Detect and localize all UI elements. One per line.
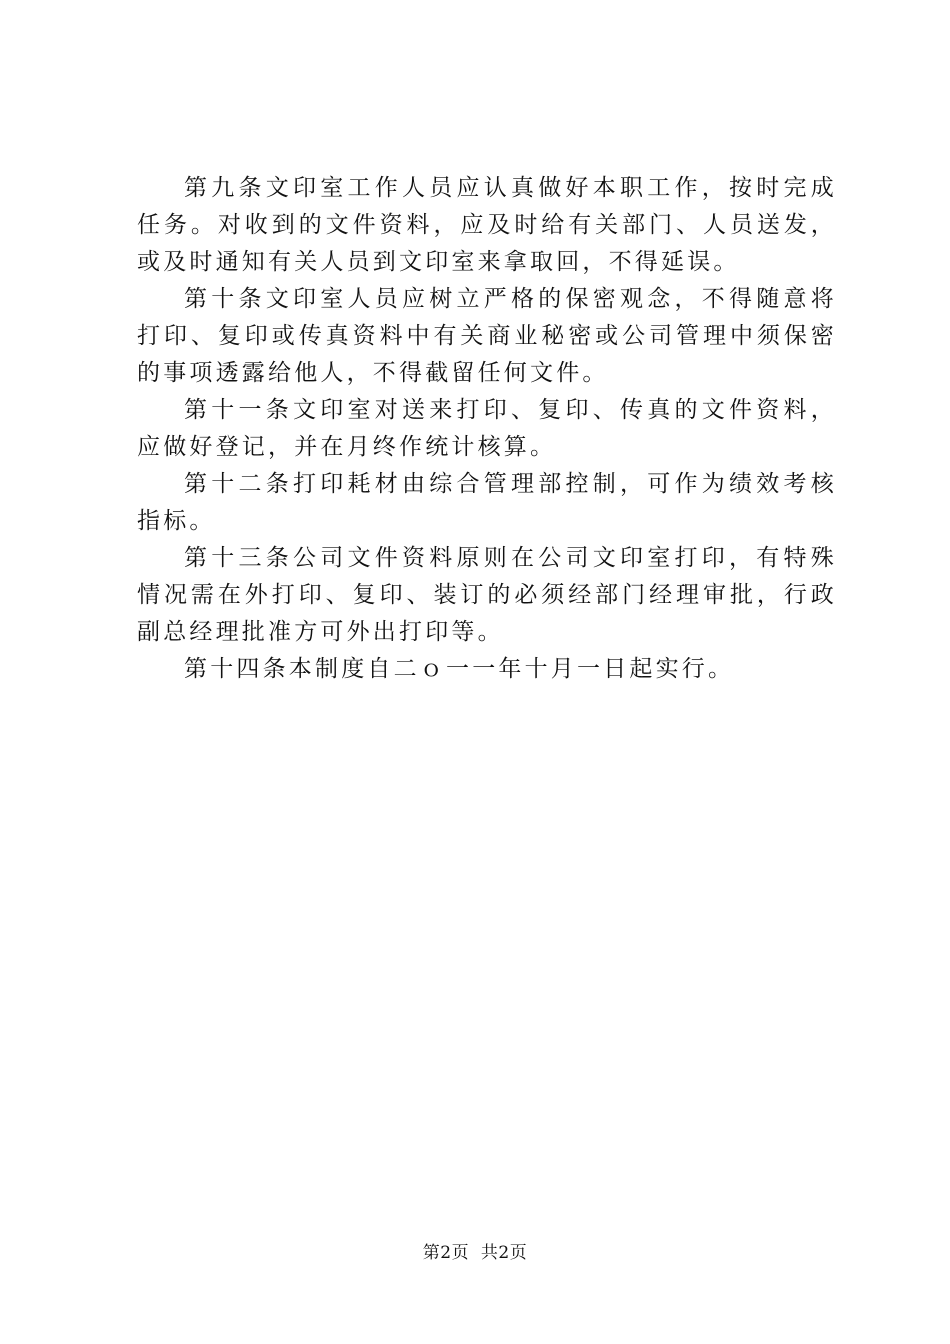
footer-separator [469, 1243, 481, 1263]
article-9-paragraph: 第九条文印室工作人员应认真做好本职工作，按时完成任务。对收到的文件资料，应及时给有关部门、人员送发，或及时通知有关人员到文印室来拿取回，不得延误。 [137, 175, 837, 275]
article-10-paragraph: 第十条文印室人员应树立严格的保密观念，不得随意将打印、复印或传真资料中有关商业秘密或公司管理中须保密的事项透露给他人，不得截留任何文件。 [137, 286, 837, 386]
article-14-paragraph: 第十四条本制度自二ｏ一一年十月一日起实行。 [184, 656, 735, 682]
article-12-paragraph: 第十二条打印耗材由综合管理部控制，可作为绩效考核指标。 [137, 471, 837, 534]
page-footer [0, 1241, 950, 1265]
total-pages-label: 共2页 [480, 1243, 528, 1263]
document-body [137, 170, 837, 688]
article-11-paragraph: 第十一条文印室对送来打印、复印、传真的文件资料，应做好登记，并在月终作统计核算。 [137, 397, 837, 460]
page-number-label: 第2页 [422, 1243, 470, 1263]
article-13-paragraph: 第十三条公司文件资料原则在公司文印室打印，有特殊情况需在外打印、复印、装订的必须经部门经理审批，行政副总经理批准方可外出打印等。 [137, 545, 837, 645]
